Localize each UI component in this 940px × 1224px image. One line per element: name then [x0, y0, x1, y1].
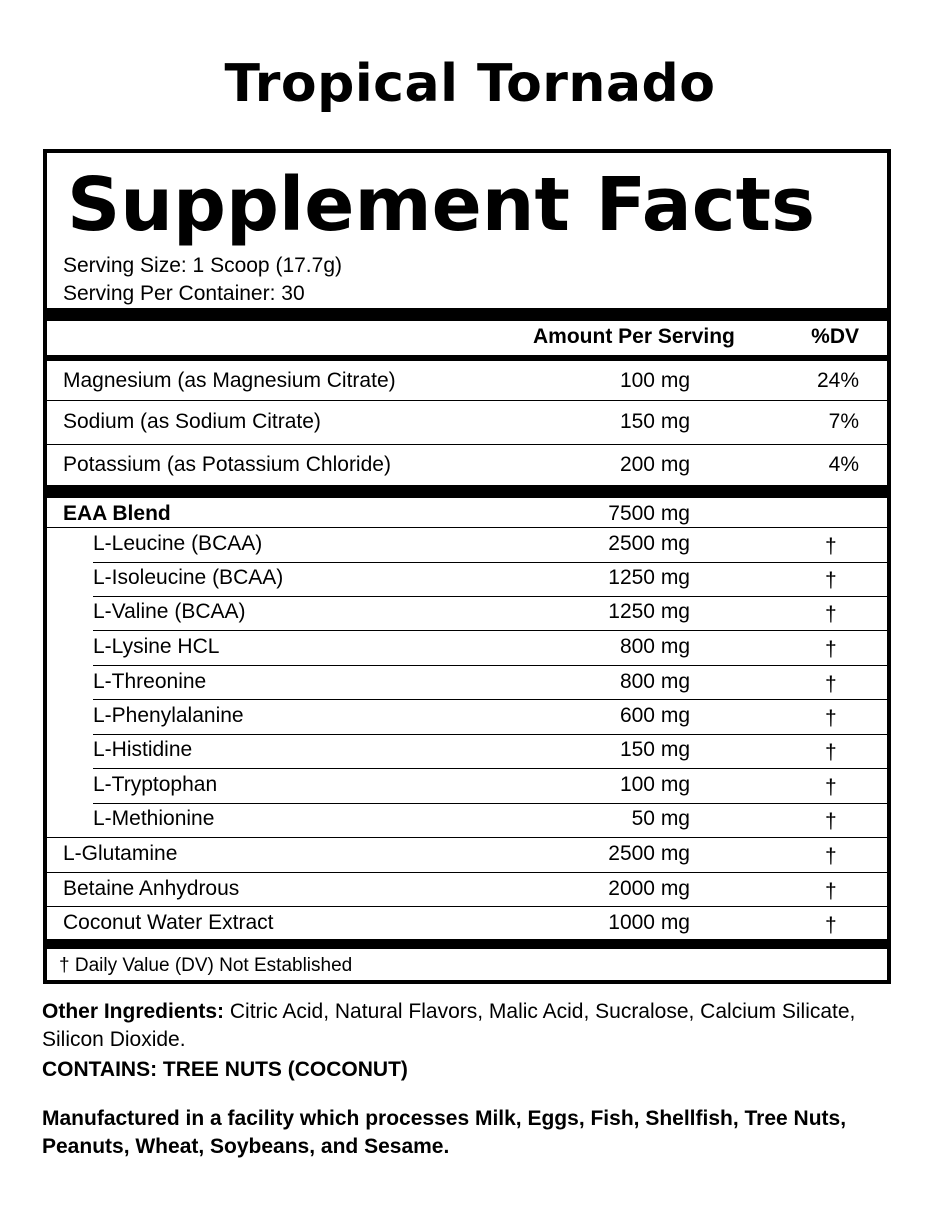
dagger-mark: †: [825, 535, 837, 558]
thick-divider: [47, 485, 887, 498]
other-ingredients-text: Citric Acid, Natural Flavors, Malic Acid, Sucralose, Calcium Silicate, Silicon Dioxide.: [42, 1000, 856, 1051]
thick-divider: [47, 939, 887, 949]
dagger-mark: †: [825, 741, 837, 764]
dagger-mark: †: [825, 880, 837, 903]
ingredient-amount: 2500 mg: [608, 532, 690, 555]
ingredient-name: L-Leucine (BCAA): [93, 532, 263, 555]
nutrient-dv: 7%: [828, 410, 859, 433]
row-divider: [93, 803, 887, 804]
nutrient-name: Potassium (as Potassium Chloride): [63, 453, 391, 476]
dagger-mark: †: [825, 569, 837, 592]
row-divider: [93, 734, 887, 735]
dagger-mark: †: [825, 707, 837, 730]
ingredient-name: Coconut Water Extract: [63, 911, 274, 934]
row-divider: [93, 768, 887, 769]
header-amount: Amount Per Serving: [533, 325, 735, 348]
nutrient-dv: 4%: [828, 453, 859, 476]
row-divider: [47, 872, 887, 873]
dagger-mark: †: [825, 914, 837, 937]
ingredient-amount: 100 mg: [619, 773, 690, 796]
row-divider: [47, 837, 887, 838]
thick-divider: [47, 308, 887, 321]
nutrient-amount: 150 mg: [619, 410, 690, 433]
ingredient-name: L-Phenylalanine: [93, 704, 244, 727]
other-ingredients: [42, 998, 902, 1054]
dagger-mark: †: [825, 776, 837, 799]
ingredient-name: L-Tryptophan: [93, 773, 218, 796]
other-ingredients-label: Other Ingredients:: [42, 1000, 225, 1023]
ingredient-amount: 1250 mg: [608, 600, 690, 623]
row-divider: [93, 699, 887, 700]
flavor-title: Tropical Tornado: [224, 54, 716, 114]
ingredient-amount: 2000 mg: [608, 877, 690, 900]
nutrient-name: Magnesium (as Magnesium Citrate): [63, 369, 396, 392]
ingredient-amount: 1000 mg: [608, 911, 690, 934]
ingredient-name: Betaine Anhydrous: [63, 877, 240, 900]
supplement-facts-panel: [43, 149, 891, 984]
ingredient-name: L-Valine (BCAA): [93, 600, 246, 623]
nutrient-name: Sodium (as Sodium Citrate): [63, 410, 321, 433]
serving-size: Serving Size: 1 Scoop (17.7g): [63, 254, 342, 277]
column-header: [47, 321, 887, 355]
row-divider: [47, 527, 887, 528]
dagger-mark: †: [825, 603, 837, 626]
panel-title: Supplement Facts: [67, 162, 816, 248]
row-divider: [47, 400, 887, 401]
ingredient-name: L-Glutamine: [63, 842, 178, 865]
dagger-mark: †: [825, 810, 837, 833]
nutrient-amount: 200 mg: [619, 453, 690, 476]
ingredient-name: L-Isoleucine (BCAA): [93, 566, 284, 589]
ingredient-amount: 50 mg: [631, 807, 690, 830]
ingredient-name: L-Methionine: [93, 807, 215, 830]
row-divider: [47, 444, 887, 445]
row-divider: [93, 562, 887, 563]
dagger-mark: †: [825, 673, 837, 696]
facility-statement: Manufactured in a facility which processes Milk, Eggs, Fish, Shellfish, Tree Nuts, Peanuts, Wheat, Soybeans, and Sesame.: [42, 1107, 847, 1158]
row-divider: [93, 665, 887, 666]
ingredient-amount: 800 mg: [619, 670, 690, 693]
ingredient-amount: 1250 mg: [608, 566, 690, 589]
dv-footnote: † Daily Value (DV) Not Established: [59, 955, 353, 976]
allergen-contains: CONTAINS: TREE NUTS (COCONUT): [42, 1058, 408, 1081]
row-divider: [47, 906, 887, 907]
row-divider: [93, 630, 887, 631]
nutrient-dv: 24%: [816, 369, 859, 392]
ingredient-amount: 600 mg: [619, 704, 690, 727]
blend-amount: 7500 mg: [608, 502, 690, 525]
ingredient-name: L-Threonine: [93, 670, 207, 693]
ingredient-amount: 800 mg: [619, 635, 690, 658]
dagger-mark: †: [825, 638, 837, 661]
ingredient-amount: 150 mg: [619, 738, 690, 761]
ingredient-amount: 2500 mg: [608, 842, 690, 865]
servings-per-container: Serving Per Container: 30: [63, 282, 305, 305]
ingredient-name: L-Lysine HCL: [93, 635, 220, 658]
row-divider: [93, 596, 887, 597]
ingredient-name: L-Histidine: [93, 738, 193, 761]
nutrient-amount: 100 mg: [619, 369, 690, 392]
header-dv: %DV: [811, 325, 859, 348]
dagger-mark: †: [825, 845, 837, 868]
medium-divider: [47, 355, 887, 361]
blend-name: EAA Blend: [63, 502, 171, 525]
